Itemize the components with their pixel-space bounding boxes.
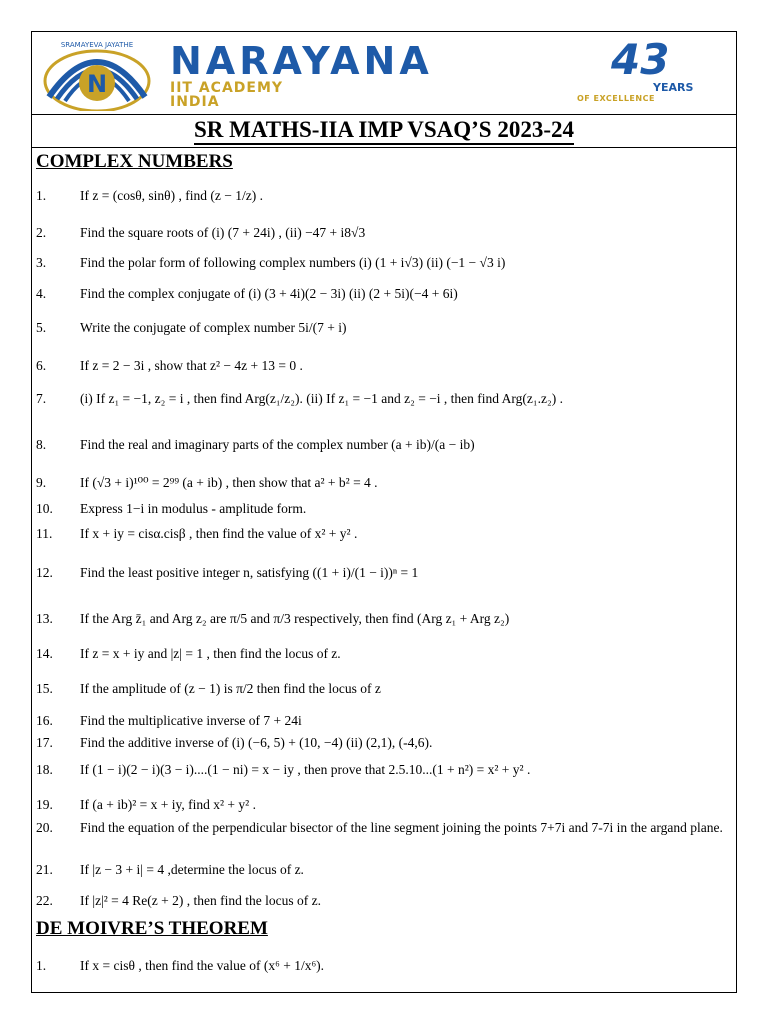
brand-block: [170, 41, 433, 109]
brand-name: NARAYANA: [170, 39, 433, 83]
question-number: 2.: [36, 225, 47, 240]
question-number: 15.: [36, 681, 53, 696]
question-text: If (a + ib)² = x + iy, find x² + y² .: [80, 797, 256, 812]
question-text: If z = 2 − 3i , show that z² − 4z + 13 = 0 .: [80, 358, 303, 373]
question-text: If the amplitude of (z − 1) is π/2 then find the locus of z: [80, 681, 381, 696]
question-number: 13.: [36, 611, 53, 626]
question-number: 10.: [36, 501, 53, 516]
question-number: 16.: [36, 713, 53, 728]
question-number: 12.: [36, 565, 53, 580]
section-heading-complex-numbers: COMPLEX NUMBERS: [36, 151, 233, 172]
years-badge: [573, 37, 723, 107]
page-title: SR MATHS-IIA IMP VSAQ’S 2023-24: [0, 116, 768, 144]
narayana-emblem-icon: [39, 37, 155, 111]
brand-line-1: IIT ACADEMY: [170, 80, 284, 96]
logo-motto: SRAMAYEVA JAYATHE: [60, 41, 134, 49]
question-text: If |z|² = 4 Re(z + 2) , then find the locus of z.: [80, 893, 321, 908]
question-number: 21.: [36, 862, 53, 877]
question-number: 11.: [36, 526, 53, 541]
title-divider: [31, 147, 737, 148]
question-number: 6.: [36, 358, 47, 373]
question-number: 4.: [36, 286, 47, 301]
question-number: 7.: [36, 391, 47, 406]
question-text: Find the polar form of following complex numbers (i) (1 + i√3) (ii) (−1 − √3 i): [80, 255, 506, 270]
question-number: 1.: [36, 188, 47, 203]
question-number: 14.: [36, 646, 53, 661]
question-text: Write the conjugate of complex number 5i/(7 + i): [80, 320, 347, 335]
question-number: 20.: [36, 820, 53, 835]
question-number: 5.: [36, 320, 47, 335]
question-text: Find the real and imaginary parts of the complex number (a + ib)/(a − ib): [80, 437, 475, 452]
header-divider: [31, 114, 737, 115]
question-number: 8.: [36, 437, 47, 452]
question-number: 3.: [36, 255, 47, 270]
question-number: 17.: [36, 735, 53, 750]
question-text: Find the multiplicative inverse of 7 + 24i: [80, 713, 302, 728]
question-text: Find the least positive integer n, satisfying ((1 + i)/(1 − i))ⁿ = 1: [80, 565, 419, 580]
question-text: Express 1−i in modulus - amplitude form.: [80, 501, 307, 516]
question-text: If x + iy = cisα.cisβ , then find the value of x² + y² .: [80, 526, 358, 541]
question-number: 22.: [36, 893, 53, 908]
question-text: If z = x + iy and |z| = 1 , then find the locus of z.: [80, 646, 341, 661]
question-text: If |z − 3 + i| = 4 ,determine the locus of z.: [80, 862, 304, 877]
question-number: 9.: [36, 475, 47, 490]
years-number: 43: [611, 35, 670, 84]
question-text: Find the square roots of (i) (7 + 24i) , (ii) −47 + i8√3: [80, 225, 366, 240]
question-number: 19.: [36, 797, 53, 812]
section-heading-de-moivres-theorem: DE MOIVRE’S THEOREM: [36, 918, 268, 939]
question-text: If z = (cosθ, sinθ) , find (z − 1/z) .: [80, 188, 263, 203]
question-number: 18.: [36, 762, 53, 777]
years-tagline: OF EXCELLENCE: [577, 94, 655, 103]
question-text: Find the additive inverse of (i) (−6, 5) + (10, −4) (ii) (2,1), (-4,6).: [80, 735, 433, 750]
brand-line-2: INDIA: [170, 94, 220, 110]
question-text: If (√3 + i)¹⁰⁰ = 2⁹⁹ (a + ib) , then show that a² + b² = 4 .: [80, 475, 378, 490]
question-text: Find the complex conjugate of (i) (3 + 4i)(2 − 3i) (ii) (2 + 5i)(−4 + 6i): [80, 286, 458, 301]
logo-letter: N: [86, 70, 108, 98]
question-text: (i) If z₁ = −1, z₂ = i , then find Arg(z₁/z₂). (ii) If z₁ = −1 and z₂ = −i , then find Arg(z₁.z₂) .: [80, 391, 563, 406]
question-text: Find the equation of the perpendicular bisector of the line segment joining the points 7+7i and 7-7i in the argand plane.: [80, 820, 723, 835]
question-text: If the Arg z̄₁ and Arg z₂ are π/5 and π/3 respectively, then find (Arg z₁ + Arg z₂): [80, 611, 510, 626]
header: [33, 33, 735, 113]
question-number: 1.: [36, 958, 47, 973]
question-text: If x = cisθ , then find the value of (x⁶ + 1/x⁶).: [80, 958, 325, 973]
years-word: YEARS: [653, 81, 694, 94]
question-text: If (1 − i)(2 − i)(3 − i)....(1 − ni) = x − iy , then prove that 2.5.10...(1 + n²) = x² + y² .: [80, 762, 531, 777]
